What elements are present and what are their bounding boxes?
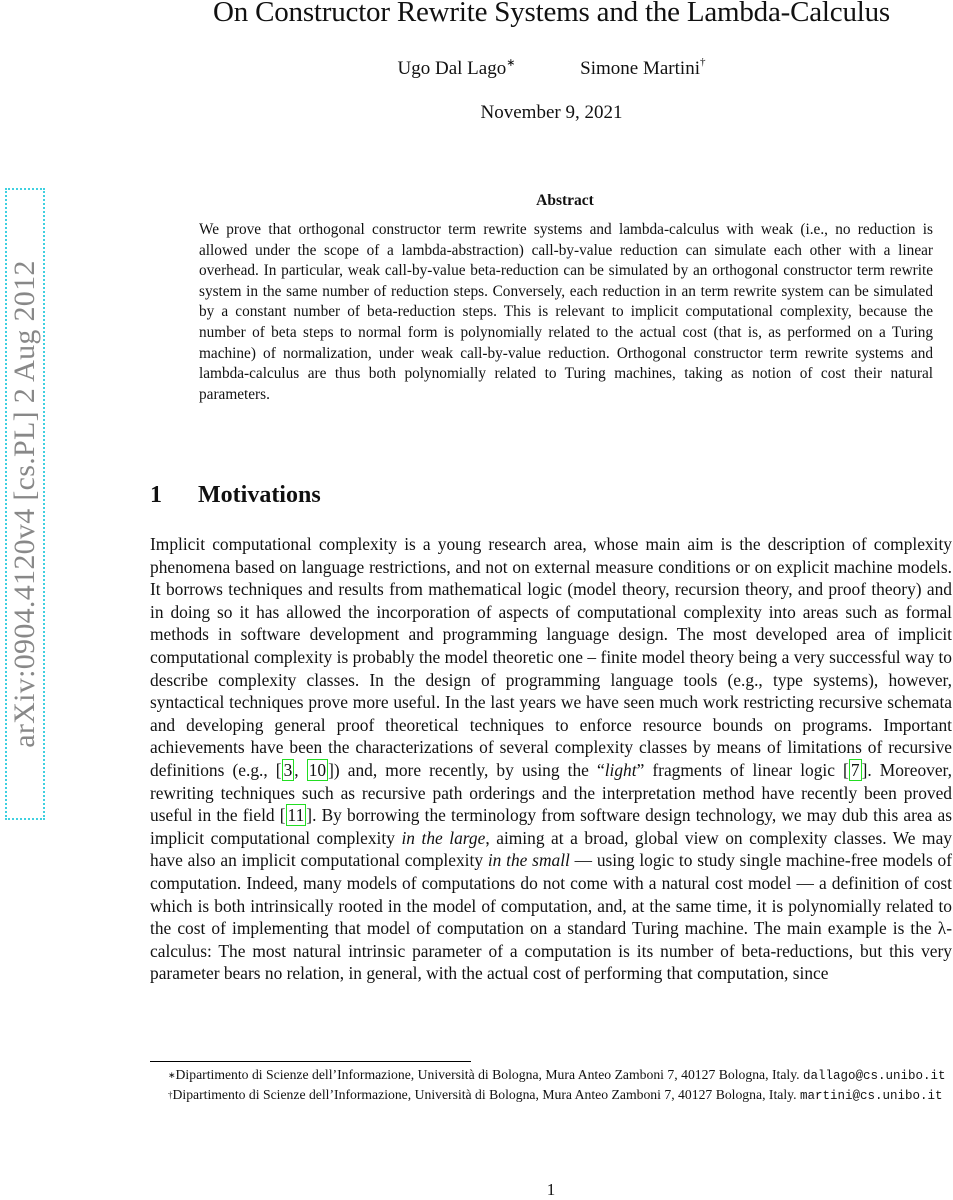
abstract-heading: Abstract — [536, 192, 594, 209]
citation-link-7[interactable]: 7 — [850, 759, 860, 780]
citation-link-11[interactable]: 11 — [287, 805, 305, 826]
text-run: ” fragments of linear logic [ — [636, 759, 849, 780]
text-run: ]) and, more recently, by using the “ — [328, 759, 605, 780]
text-run: — using logic to study single machine-free models of computation. Indeed, many models of computations do not come with a natural cost model — a definition of cost which is both intrinsically rooted in the model of computation, and, at the same time, it is polynomially related to the cost of implementing that model of computation on a standard Turing machine. The main example is the λ-calculus: The most natural intrinsic parameter of a computation is its number of beta-reductions, but this very parameter bears no relation, in general, with the actual cost of performing that computation, since — [150, 850, 953, 984]
email-link[interactable]: dallago@cs.unibo.it — [803, 1069, 946, 1083]
emphasis-light: light — [604, 759, 637, 780]
author-2 — [580, 58, 705, 80]
emphasis-in-the-large: in the large — [401, 827, 486, 848]
footnotes — [150, 1066, 952, 1105]
text-run: , — [294, 759, 307, 780]
emphasis-in-the-small: in the small — [487, 850, 570, 871]
footnote-text: Dipartimento di Scienze dell’Informazione, Università di Bologna, Mura Anteo Zamboni 7, 40127 Bologna, Italy. — [172, 1086, 800, 1102]
section-body-paragraph — [150, 533, 952, 985]
footnote-mark[interactable]: † — [699, 56, 706, 68]
text-run: ]. Moreover, rewriting techniques such as recursive path orderings and the interpretation method have recently been proved useful in the field [ — [150, 759, 952, 826]
text-run: Implicit computational complexity is a young research area, whose main aim is the description of complexity phenomena based on language restrictions, and not on external measure conditions or on explicit machine models. It borrows techniques and results from mathematical logic (model theory, recursion theory, and proof theory) and in doing so it has allowed the incorporation of aspects of computational complexity into areas such as formal methods in software development and programming language design. The most developed area of implicit computational complexity is probably the model theoretic one – finite model theory being a very successful way to describe complexity classes. In the design of programming language tools (e.g., type systems), however, syntactical techniques prove more useful. In the last years we have seen much work restricting recursive schemata and developing general proof theoretical techniques to enforce resource bounds on programs. Important achievements have been the characterizations of several complexity classes by means of limitations of recursive definitions (e.g., [ — [150, 534, 952, 780]
footnote-divider — [150, 1061, 471, 1062]
author-name: Ugo Dal Lago — [397, 58, 507, 79]
author-1 — [398, 58, 516, 80]
paper-title: On Constructor Rewrite Systems and the Lambda-Calculus — [212, 0, 890, 28]
footnote-mark: ∗ — [168, 1070, 176, 1080]
section-number: 1 — [150, 482, 162, 508]
footnote-1 — [150, 1066, 952, 1086]
text-run: ]. By borrowing the terminology from software design technology, we may dub this area as implicit computational complexity — [150, 805, 952, 848]
section-heading — [150, 482, 321, 509]
email-link[interactable]: martini@cs.unibo.it — [799, 1088, 943, 1103]
footnote-text: Dipartimento di Scienze dell’Informazione, Università di Bologna, Mura Anteo Zamboni 7, 40127 Bologna, Italy. — [175, 1067, 803, 1082]
citation-link-10[interactable]: 10 — [308, 759, 327, 780]
abstract-text: We prove that orthogonal constructor term rewrite systems and lambda-calculus with weak (i.e., no reduction is allowed under the scope of a lambda-abstraction) call-by-value reduction can simulate each other with a linear overhead. In particular, weak call-by-value beta-reduction can be simulated by an orthogonal constructor term rewrite system in the same number of reduction steps. Conversely, each reduction in an term rewrite system can be simulated by a constant number of beta-reduction steps. This is relevant to implicit computational complexity, because the number of beta steps to normal form is polynomially related to the actual cost (that is, as performed on a Turing machine) of normalization, under weak call-by-value reduction. Orthogonal constructor term rewrite systems and lambda-calculus are thus both polynomially related to Turing machines, taking as notion of cost their natural parameters. — [199, 221, 933, 403]
citation-link-3[interactable]: 3 — [283, 759, 293, 780]
footnote-2 — [150, 1086, 952, 1106]
arxiv-identifier-text: arXiv:0904.4120v4 [cs.PL] 2 Aug 2012 — [8, 260, 41, 748]
footnote-mark: † — [168, 1089, 173, 1100]
text-run: , aiming at a broad, global view on complexity classes. We may have also an implicit computational complexity — [150, 827, 952, 871]
arxiv-identifier-stamp[interactable] — [5, 188, 45, 820]
section-title: Motivations — [198, 482, 321, 508]
footnote-mark[interactable]: ∗ — [506, 57, 516, 69]
author-list — [150, 58, 953, 80]
author-name: Simone Martini — [580, 58, 700, 79]
paper-date: November 9, 2021 — [480, 102, 623, 123]
page-number: 1 — [546, 1180, 556, 1199]
